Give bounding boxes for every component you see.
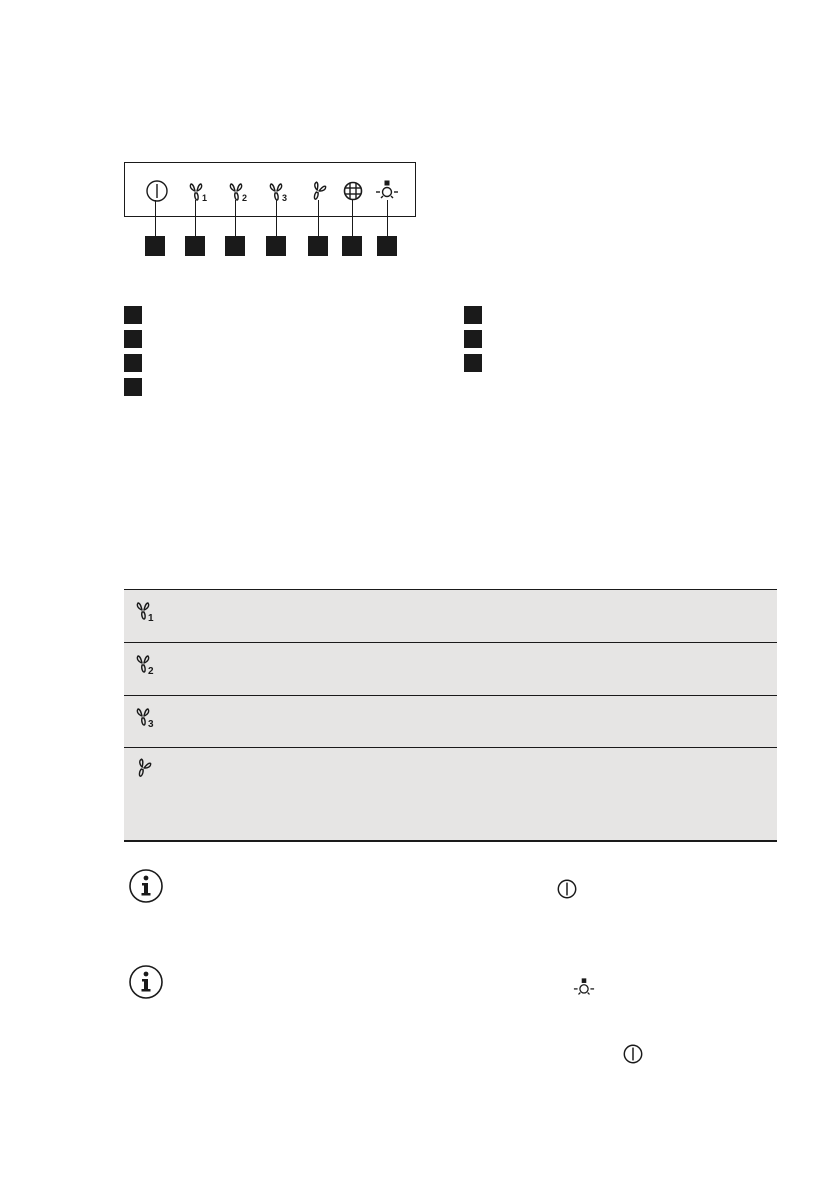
control-panel (124, 162, 416, 217)
table-row (124, 695, 777, 748)
fan-speed-1-icon (132, 598, 156, 622)
info-icon (128, 868, 164, 904)
leader-line (387, 200, 388, 236)
fan-intensive-icon (307, 179, 331, 203)
fan-speed-3-icon (132, 704, 156, 728)
fan-speed-1-icon (185, 179, 209, 203)
table-bottom-rule (124, 840, 777, 842)
legend-key-3 (124, 354, 142, 372)
callout-box (377, 236, 397, 256)
info-icon (128, 964, 164, 1000)
table-row (124, 747, 777, 841)
svg-text:3: 3 (282, 193, 288, 203)
callout-box (266, 236, 286, 256)
legend-key-2 (124, 330, 142, 348)
callout-box (308, 236, 328, 256)
light-icon (573, 977, 595, 999)
fan-speed-2-icon (132, 651, 156, 675)
legend-key-5 (464, 306, 482, 324)
leader-line (155, 200, 156, 236)
svg-text:2: 2 (148, 666, 154, 675)
svg-text:1: 1 (202, 193, 208, 203)
callout-box (145, 236, 165, 256)
callout-box (185, 236, 205, 256)
svg-text:1: 1 (148, 613, 154, 622)
leader-line (276, 200, 277, 236)
svg-text:2: 2 (242, 193, 248, 203)
leader-line (352, 200, 353, 236)
filter-grid-icon (341, 179, 365, 203)
table-row (124, 589, 777, 643)
legend-key-4 (124, 378, 142, 396)
callout-box (342, 236, 362, 256)
leader-line (318, 200, 319, 236)
legend-key-7 (464, 354, 482, 372)
fan-speed-3-icon (265, 179, 289, 203)
svg-text:3: 3 (148, 719, 154, 728)
power-icon (622, 1043, 644, 1065)
power-icon (556, 878, 578, 900)
table-row (124, 642, 777, 696)
leader-line (235, 200, 236, 236)
legend-key-1 (124, 306, 142, 324)
callout-box (225, 236, 245, 256)
fan-speed-2-icon (225, 179, 249, 203)
power-icon (145, 179, 169, 203)
leader-line (195, 200, 196, 236)
legend-key-6 (464, 330, 482, 348)
fan-intensive-icon (132, 756, 156, 780)
